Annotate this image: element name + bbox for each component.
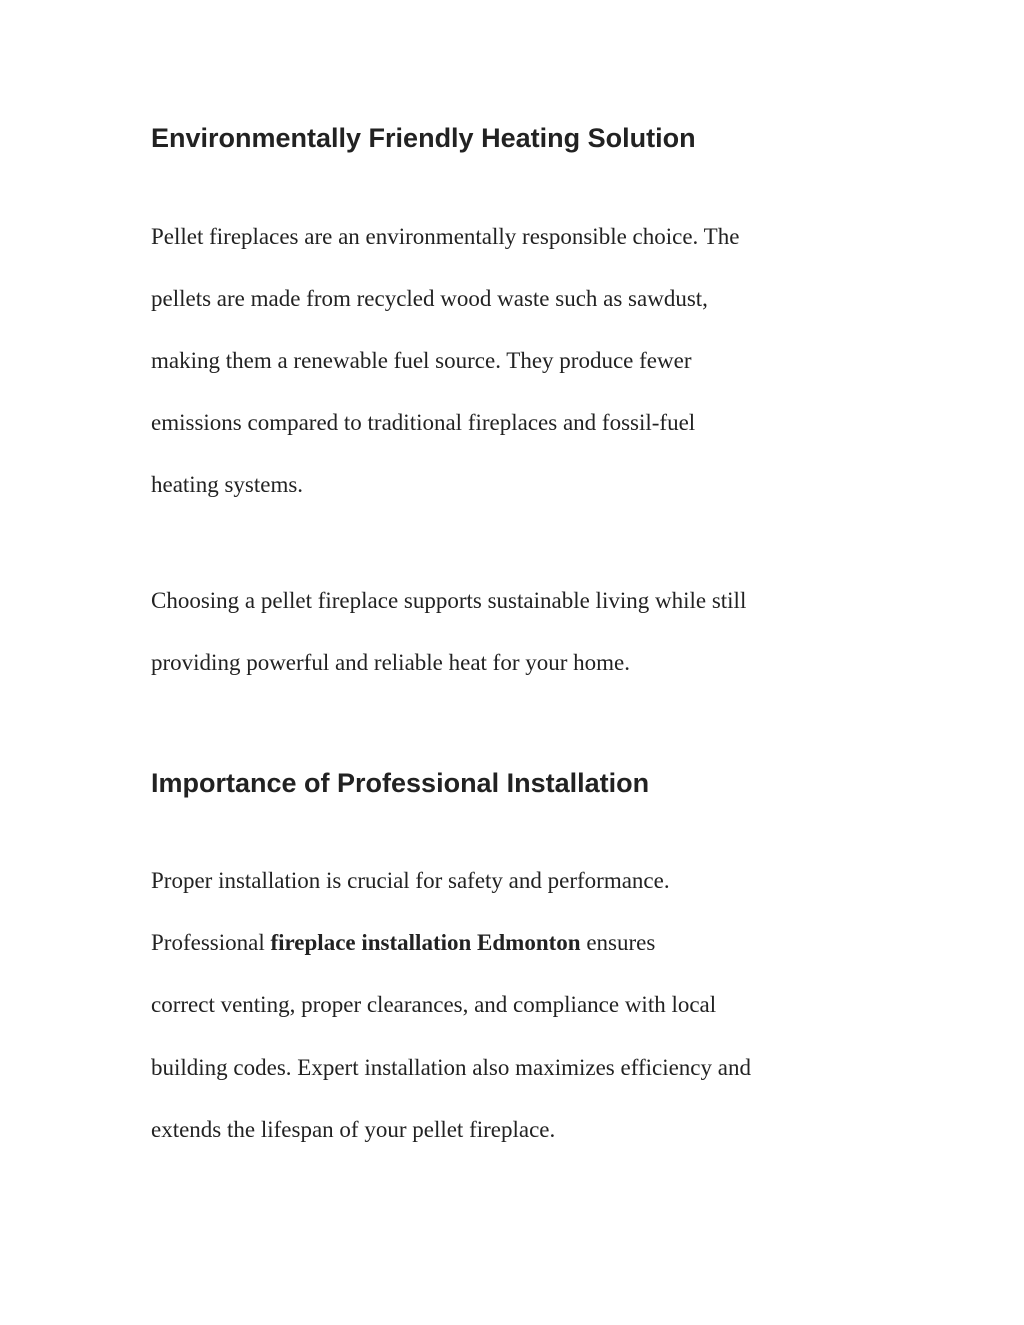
bold-keyword: fireplace installation Edmonton — [270, 930, 581, 955]
paragraph-line: correct venting, proper clearances, and compliance with local — [151, 992, 717, 1017]
paragraph-line: providing powerful and reliable heat for your home. — [151, 650, 631, 675]
paragraph-line: pellets are made from recycled wood waste such as sawdust, — [151, 286, 708, 311]
section-heading-eco: Environmentally Friendly Heating Solution — [151, 123, 696, 153]
paragraph-line: extends the lifespan of your pellet fireplace. — [151, 1117, 556, 1142]
paragraph-line: building codes. Expert installation also maximizes efficiency and — [151, 1055, 751, 1080]
text-segment: ensures — [580, 930, 656, 955]
paragraph-line: Proper installation is crucial for safety and performance. — [151, 868, 670, 893]
paragraph-line — [151, 929, 655, 957]
paragraph-line: making them a renewable fuel source. They produce fewer — [151, 348, 692, 373]
paragraph-line: emissions compared to traditional fireplaces and fossil-fuel — [151, 410, 696, 435]
paragraph-line: Pellet fireplaces are an environmentally responsible choice. The — [151, 224, 740, 249]
text-segment: Professional — [151, 930, 271, 955]
paragraph-line: Choosing a pellet fireplace supports sustainable living while still — [151, 588, 747, 613]
paragraph-line: heating systems. — [151, 472, 304, 497]
section-heading-installation: Importance of Professional Installation — [151, 768, 650, 798]
